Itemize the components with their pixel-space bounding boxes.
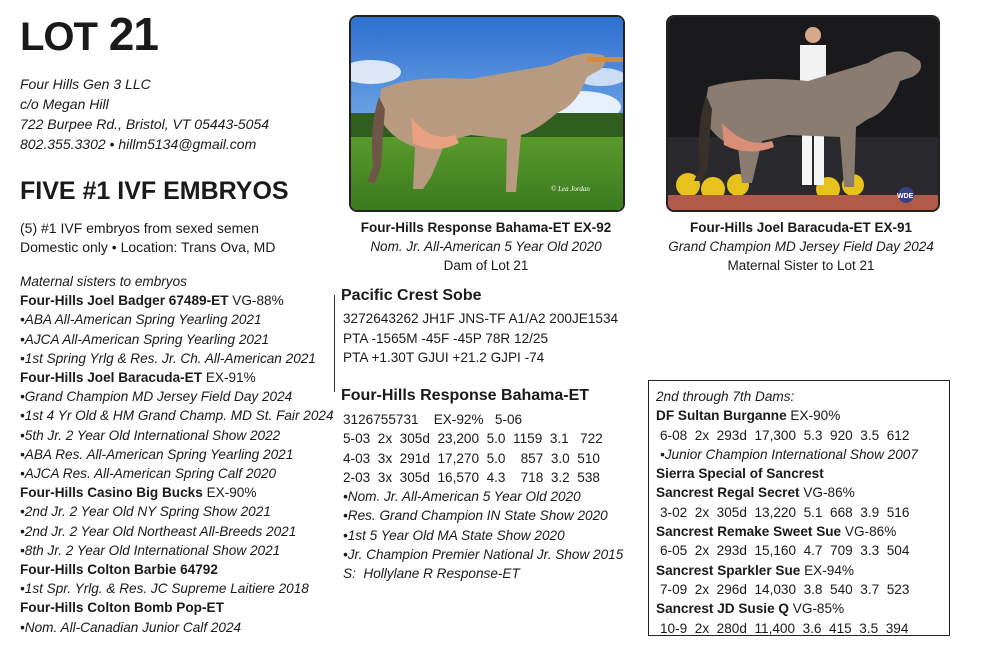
sister-name: Four-Hills Casino Big Bucks (20, 485, 203, 501)
sister-name: Four-Hills Joel Badger 67489-ET (20, 293, 229, 309)
dam-entry-record: 6-08 2x 293d 17,300 5.3 920 3.5 612 (660, 427, 910, 443)
dam-photo (349, 15, 625, 212)
sister-heading (20, 560, 340, 579)
sister-name: Four-Hills Colton Bomb Pop-ET (20, 600, 224, 616)
dam-entry-name: Sancrest Remake Sweet Sue (656, 524, 842, 540)
photo-caption-relation: Maternal Sister to Lot 21 (727, 258, 875, 273)
dams-intro: 2nd through 7th Dams: (656, 389, 795, 404)
sister-note: •Grand Champion MD Jersey Field Day 2024 (20, 389, 293, 405)
sister-note: •1st Spr. Yrlg. & Res. JC Supreme Laitiere 2018 (20, 581, 309, 597)
dam-entry-heading (656, 406, 949, 425)
dam-note: •Nom. Jr. All-American 5 Year Old 2020 (343, 489, 581, 505)
dam-entry-note: •Junior Champion International Show 2007 (660, 446, 918, 462)
dam-entry-record: 6-05 2x 293d 15,160 4.7 709 3.3 504 (660, 543, 910, 559)
sister-heading (20, 291, 340, 310)
sister-note: •2nd Jr. 2 Year Old Northeast All-Breeds 2021 (20, 523, 297, 539)
sister-heading (20, 598, 340, 617)
photo-caption-name: Four-Hills Joel Baracuda-ET EX-91 (689, 220, 913, 235)
dam-note: •Res. Grand Champion IN State Show 2020 (343, 508, 608, 524)
sister-photo-caption (651, 218, 951, 275)
sire-line: PTA +1.30T GJUI +21.2 GJPI -74 (343, 350, 545, 365)
sister-heading (20, 368, 340, 387)
dam-entry-name: Sierra Special of Sancrest (656, 466, 824, 482)
dam-entry-record: 10-9 2x 280d 11,400 3.6 415 3.5 394 (660, 620, 909, 636)
offer-description (20, 219, 275, 257)
dam-name: Four-Hills Response Bahama-ET (341, 387, 590, 404)
dam-registration: 3126755731 EX-92% 5-06 (343, 412, 523, 427)
dam-entry-heading (656, 464, 949, 483)
sister-note: •1st 4 Yr Old & HM Grand Champ. MD St. Fair 2024 (20, 408, 334, 424)
sister-note: •ABA All-American Spring Yearling 2021 (20, 312, 262, 328)
consignor-address (20, 74, 269, 154)
dam-details (343, 410, 623, 584)
maternal-sisters-list (20, 272, 340, 637)
dam-entry-score: VG-86% (841, 524, 897, 540)
dam-entry-name: Sancrest Regal Secret (656, 485, 800, 501)
sire-line: 3272643262 JH1F JNS-TF A1/A2 200JE1534 (343, 311, 619, 326)
sister-note: •AJCA All-American Spring Yearling 2021 (20, 331, 270, 347)
photo-caption-relation: Dam of Lot 21 (443, 258, 529, 273)
dam-entry-name: Sancrest Sparkler Sue (656, 562, 801, 578)
dam-record: 5-03 2x 305d 23,200 5.0 1159 3.1 722 (343, 431, 603, 447)
lot-number: 21 (108, 8, 158, 60)
dam-entry-record: 7-09 2x 296d 14,030 3.8 540 3.7 523 (660, 581, 910, 597)
sister-note: •2nd Jr. 2 Year Old NY Spring Show 2021 (20, 504, 271, 520)
dam-entry-score: VG-85% (788, 601, 845, 617)
sire-name: Pacific Crest Sobe (341, 287, 482, 304)
offer-heading: FIVE #1 IVF EMBRYOS (20, 177, 289, 205)
sister-score: EX-90% (202, 485, 257, 501)
sister-note: •8th Jr. 2 Year Old International Show 2021 (20, 542, 281, 558)
sister-score: EX-91% (202, 370, 256, 386)
sire-line: PTA -1565M -45F -45P 78R 12/25 (343, 330, 549, 346)
sister-note: •5th Jr. 2 Year Old International Show 2022 (20, 427, 281, 443)
photo-caption-award: Nom. Jr. All-American 5 Year Old 2020 (370, 239, 602, 254)
dam-entry-name: DF Sultan Burganne (656, 408, 787, 424)
sister-note: •1st Spring Yrlg & Res. Jr. Ch. All-American 2021 (20, 350, 316, 366)
sister-heading (20, 483, 340, 502)
sister-note: •AJCA Res. All-American Spring Calf 2020 (20, 466, 277, 482)
dam-entry-score: EX-94% (800, 562, 854, 578)
dam-photo-caption (336, 218, 636, 275)
consignor-contact: 802.355.3302 • hillm5134@gmail.com (20, 136, 257, 152)
divider (334, 295, 335, 392)
dam-entry-heading (656, 561, 949, 580)
photo-caption-name: Four-Hills Response Bahama-ET EX-92 (360, 220, 612, 235)
dam-entry-heading (656, 522, 949, 541)
dam-record: 2-03 3x 305d 16,570 4.3 718 3.2 538 (343, 469, 600, 485)
sister-photo (666, 15, 940, 212)
dam-entry-heading (656, 483, 949, 502)
pedigree-dams-box (648, 380, 950, 636)
lot-title (20, 8, 158, 63)
dam-entry-heading (656, 599, 949, 618)
consignor-line: 722 Burpee Rd., Bristol, VT 05443-5054 (20, 116, 270, 132)
dam-sire-line: S: Hollylane R Response-ET (343, 566, 520, 582)
dam-entry-record: 3-02 2x 305d 13,220 5.1 668 3.9 516 (660, 504, 910, 520)
dam-entry-score: VG-86% (799, 485, 855, 501)
offer-line: Domestic only • Location: Trans Ova, MD (20, 239, 276, 255)
dam-note: •Jr. Champion Premier National Jr. Show 2015 (343, 547, 624, 563)
sister-note: •Nom. All-Canadian Junior Calf 2024 (20, 619, 242, 635)
photo-badge: WDE (897, 193, 914, 200)
consignor-line: c/o Megan Hill (20, 96, 109, 112)
dam-note: •1st 5 Year Old MA State Show 2020 (343, 527, 565, 543)
dam-entry-score: EX-90% (786, 408, 841, 424)
sister-name: Four-Hills Joel Baracuda-ET (20, 370, 203, 386)
photo-credit: © Lea Jordan (551, 185, 590, 193)
sister-note: •ABA Res. All-American Spring Yearling 2021 (20, 446, 294, 462)
sister-name: Four-Hills Colton Barbie 64792 (20, 562, 218, 578)
sire-details (343, 309, 618, 368)
photo-caption-award: Grand Champion MD Jersey Field Day 2024 (668, 239, 934, 254)
consignor-line: Four Hills Gen 3 LLC (20, 76, 151, 92)
lot-word: LOT (20, 15, 97, 59)
sister-score: VG-88% (228, 293, 284, 309)
dam-entry-name: Sancrest JD Susie Q (656, 601, 789, 617)
offer-line: (5) #1 IVF embryos from sexed semen (20, 220, 259, 236)
maternal-intro: Maternal sisters to embryos (20, 274, 187, 289)
dam-record: 4-03 3x 291d 17,270 5.0 857 3.0 510 (343, 450, 600, 466)
